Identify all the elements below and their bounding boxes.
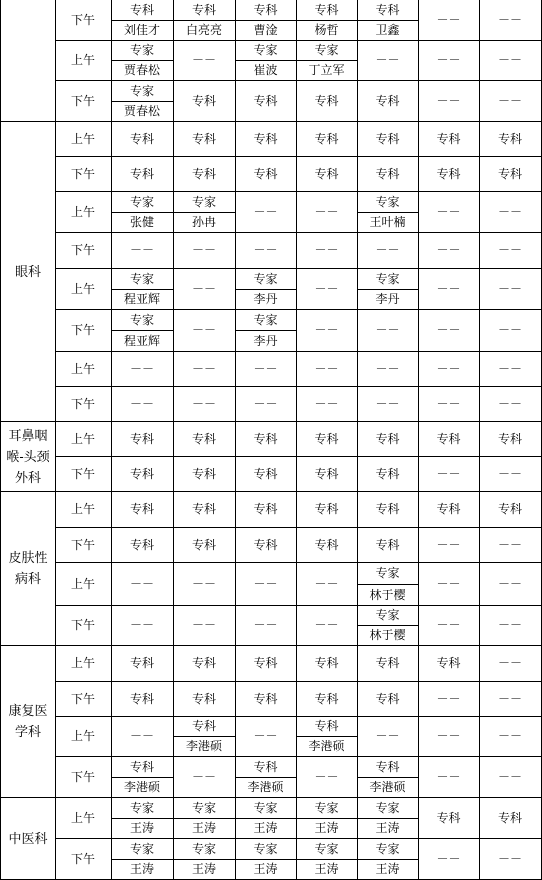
clinic-type: 专科 [436, 131, 461, 146]
clinic-type: 专科 [191, 3, 216, 17]
empty-slot: －－ [436, 729, 461, 743]
doctor-name: 孙冉 [191, 215, 216, 229]
period-label: 上午 [70, 729, 95, 743]
empty-slot: －－ [314, 618, 339, 632]
clinic-type: 专科 [436, 656, 461, 670]
empty-slot: －－ [191, 53, 216, 67]
empty-slot: －－ [191, 618, 216, 632]
doctor-name: 曹淦 [253, 23, 278, 37]
clinic-type: 专家 [191, 841, 216, 856]
period-label: 上午 [70, 656, 95, 670]
cell-split-line [235, 60, 296, 61]
clinic-type: 专科 [314, 93, 339, 108]
empty-slot: －－ [497, 361, 522, 376]
empty-slot: －－ [497, 537, 522, 552]
empty-slot: －－ [436, 691, 461, 706]
period-label: 上午 [70, 131, 95, 146]
clinic-type: 专科 [129, 166, 154, 181]
doctor-name: 李丹 [375, 292, 400, 306]
clinic-type: 专科 [375, 691, 400, 706]
doctor-name: 李丹 [253, 333, 278, 348]
clinic-type: 专科 [497, 131, 522, 146]
doctor-name: 王涛 [314, 821, 339, 835]
empty-slot: －－ [497, 576, 522, 591]
empty-slot: －－ [436, 851, 461, 866]
clinic-type: 专科 [129, 131, 154, 146]
clinic-type: 专科 [129, 502, 154, 516]
row-divider [55, 268, 542, 269]
doctor-name: 李港硕 [369, 780, 406, 794]
clinic-type: 专科 [129, 3, 154, 17]
doctor-name: 刘佳才 [123, 23, 160, 37]
empty-slot: －－ [497, 466, 522, 481]
period-label: 上午 [70, 53, 95, 67]
row-divider [55, 716, 542, 717]
period-label: 下午 [70, 537, 95, 552]
empty-slot: －－ [314, 204, 339, 219]
empty-slot: －－ [191, 243, 216, 257]
empty-slot: －－ [436, 537, 461, 552]
empty-slot: －－ [436, 361, 461, 376]
clinic-type: 专家 [129, 194, 154, 209]
clinic-type: 专科 [497, 431, 522, 446]
empty-slot: －－ [436, 281, 461, 296]
period-label: 下午 [70, 691, 95, 706]
empty-slot: －－ [314, 281, 339, 296]
empty-slot: －－ [436, 53, 461, 67]
cell-split-line [111, 289, 173, 290]
period-label: 下午 [70, 323, 95, 337]
section-divider [0, 797, 542, 798]
cell-split-line [296, 818, 357, 819]
cell-split-line [111, 20, 173, 21]
cell-split-line [357, 777, 418, 778]
cell-split-line [235, 777, 296, 778]
empty-slot: －－ [497, 618, 522, 632]
empty-slot: －－ [436, 13, 461, 27]
doctor-name: 卫鑫 [375, 23, 400, 37]
clinic-type: 专科 [436, 502, 461, 516]
doctor-name: 王涛 [253, 862, 278, 876]
empty-slot: －－ [253, 361, 278, 376]
doctor-name: 王涛 [129, 821, 154, 835]
doctor-name: 李港硕 [247, 780, 284, 794]
empty-slot: －－ [436, 323, 461, 337]
empty-slot: －－ [129, 361, 154, 376]
clinic-type: 专科 [191, 466, 216, 481]
clinic-type: 专家 [129, 312, 154, 327]
period-label: 上午 [70, 810, 95, 825]
period-label: 上午 [70, 361, 95, 376]
empty-slot: －－ [497, 729, 522, 743]
clinic-type: 专科 [497, 166, 522, 181]
clinic-type: 专科 [375, 131, 400, 146]
period-label: 下午 [70, 851, 95, 866]
cell-split-line [111, 212, 173, 213]
clinic-type: 专科 [497, 810, 522, 825]
period-label: 下午 [70, 243, 95, 257]
empty-slot: －－ [375, 53, 400, 67]
doctor-name: 贾春松 [123, 63, 160, 77]
doctor-name: 李港硕 [185, 739, 222, 753]
clinic-type: 专科 [314, 537, 339, 552]
cell-split-line [235, 818, 296, 819]
doctor-name: 王涛 [375, 862, 400, 876]
empty-slot: －－ [436, 93, 461, 108]
row-divider [55, 456, 542, 457]
empty-slot: －－ [497, 243, 522, 257]
empty-slot: －－ [497, 13, 522, 27]
row-divider [55, 562, 542, 563]
doctor-name: 张健 [129, 215, 154, 229]
clinic-type: 专家 [375, 194, 400, 209]
clinic-type: 专家 [314, 800, 339, 815]
empty-slot: －－ [436, 769, 461, 784]
department-label: 康复医学科 [8, 703, 48, 739]
empty-slot: －－ [253, 396, 278, 411]
empty-slot: －－ [497, 93, 522, 108]
clinic-type: 专科 [253, 656, 278, 670]
doctor-name: 王叶楠 [369, 215, 406, 229]
clinic-type: 专科 [436, 166, 461, 181]
empty-slot: －－ [375, 396, 400, 411]
period-label: 下午 [70, 466, 95, 481]
empty-slot: －－ [497, 691, 522, 706]
period-label: 下午 [70, 13, 95, 27]
cell-split-line [235, 330, 296, 331]
clinic-type: 专科 [314, 466, 339, 481]
row-divider [55, 309, 542, 310]
doctor-name: 杨哲 [314, 23, 339, 37]
cell-split-line [111, 818, 173, 819]
cell-split-line [357, 20, 418, 21]
clinic-type: 专科 [314, 691, 339, 706]
empty-slot: －－ [436, 618, 461, 632]
empty-slot: －－ [314, 361, 339, 376]
cell-split-line [357, 584, 418, 585]
clinic-type: 专科 [253, 431, 278, 446]
department-label: 眼科 [14, 264, 41, 279]
cell-split-line [296, 20, 357, 21]
empty-slot: －－ [129, 618, 154, 632]
empty-slot: －－ [129, 576, 154, 591]
clinic-type: 专科 [314, 431, 339, 446]
clinic-type: 专科 [191, 93, 216, 108]
doctor-name: 李港硕 [123, 780, 160, 794]
empty-slot: －－ [497, 53, 522, 67]
doctor-name: 林于樱 [369, 587, 406, 602]
clinic-type: 专科 [191, 537, 216, 552]
clinic-type: 专科 [191, 431, 216, 446]
doctor-name: 丁立军 [308, 63, 345, 77]
doctor-name: 崔波 [253, 63, 278, 77]
clinic-type: 专科 [375, 166, 400, 181]
clinic-type: 专家 [253, 271, 278, 286]
clinic-type: 专科 [436, 431, 461, 446]
cell-split-line [235, 20, 296, 21]
period-label: 下午 [70, 769, 95, 784]
clinic-type: 专科 [253, 759, 278, 774]
period-label: 上午 [70, 204, 95, 219]
clinic-type: 专科 [375, 466, 400, 481]
clinic-type: 专家 [375, 566, 400, 580]
doctor-name: 程亚辉 [123, 333, 160, 348]
cell-split-line [111, 60, 173, 61]
period-label: 下午 [70, 618, 95, 632]
cell-split-line [235, 859, 296, 860]
clinic-type: 专家 [375, 800, 400, 815]
empty-slot: －－ [375, 729, 400, 743]
empty-slot: －－ [253, 576, 278, 591]
clinic-type: 专科 [253, 537, 278, 552]
period-label: 上午 [70, 281, 95, 296]
cell-split-line [173, 212, 235, 213]
row-divider [55, 838, 542, 839]
empty-slot: －－ [497, 396, 522, 411]
empty-slot: －－ [191, 769, 216, 784]
clinic-type: 专科 [253, 3, 278, 17]
clinic-type: 专科 [253, 502, 278, 516]
row-divider [55, 351, 542, 352]
doctor-name: 白亮亮 [185, 23, 222, 37]
cell-split-line [296, 60, 357, 61]
cell-split-line [173, 859, 235, 860]
clinic-type: 专科 [375, 3, 400, 17]
cell-split-line [357, 625, 418, 626]
empty-slot: －－ [314, 769, 339, 784]
doctor-name: 王涛 [314, 862, 339, 876]
cell-split-line [296, 859, 357, 860]
doctor-name: 王涛 [191, 821, 216, 835]
empty-slot: －－ [497, 851, 522, 866]
clinic-type: 专科 [253, 166, 278, 181]
empty-slot: －－ [436, 576, 461, 591]
cell-split-line [357, 859, 418, 860]
clinic-type: 专科 [253, 691, 278, 706]
empty-slot: －－ [129, 396, 154, 411]
clinic-type: 专家 [253, 43, 278, 57]
cell-split-line [357, 289, 418, 290]
cell-split-line [235, 289, 296, 290]
row-divider [55, 191, 542, 192]
clinic-type: 专科 [191, 719, 216, 733]
cell-split-line [111, 859, 173, 860]
period-label: 上午 [70, 431, 95, 446]
row-divider [55, 756, 542, 757]
clinic-type: 专科 [375, 93, 400, 108]
doctor-name: 林于樱 [369, 628, 406, 642]
clinic-type: 专家 [191, 800, 216, 815]
period-label: 上午 [70, 502, 95, 516]
clinic-type: 专科 [314, 3, 339, 17]
clinic-type: 专科 [129, 759, 154, 774]
clinic-type: 专家 [314, 43, 339, 57]
row-divider [55, 605, 542, 606]
clinic-type: 专科 [314, 502, 339, 516]
section-divider [0, 421, 542, 422]
row-divider [55, 386, 542, 387]
clinic-type: 专家 [375, 271, 400, 286]
clinic-type: 专科 [375, 656, 400, 670]
department-label: 皮肤性病科 [8, 550, 48, 586]
clinic-type: 专家 [253, 800, 278, 815]
clinic-type: 专科 [253, 466, 278, 481]
clinic-type: 专科 [129, 656, 154, 670]
clinic-type: 专科 [253, 93, 278, 108]
period-label: 下午 [70, 93, 95, 108]
empty-slot: －－ [436, 243, 461, 257]
department-label: 中医科 [8, 831, 48, 846]
clinic-type: 专科 [314, 719, 339, 733]
clinic-type: 专科 [191, 502, 216, 516]
clinic-type: 专科 [436, 810, 461, 825]
clinic-type: 专家 [314, 841, 339, 856]
clinic-type: 专科 [314, 131, 339, 146]
clinic-type: 专科 [497, 502, 522, 516]
clinic-type: 专家 [129, 43, 154, 57]
clinic-type: 专家 [129, 271, 154, 286]
doctor-name: 王涛 [129, 862, 154, 876]
department-label: 耳鼻咽喉-头颈外科 [6, 428, 50, 485]
row-divider [55, 156, 542, 157]
empty-slot: －－ [191, 281, 216, 296]
empty-slot: －－ [497, 281, 522, 296]
clinic-type: 专家 [191, 194, 216, 209]
cell-split-line [296, 736, 357, 737]
empty-slot: －－ [436, 466, 461, 481]
empty-slot: －－ [129, 243, 154, 257]
empty-slot: －－ [497, 204, 522, 219]
empty-slot: －－ [497, 769, 522, 784]
empty-slot: －－ [191, 361, 216, 376]
empty-slot: －－ [314, 243, 339, 257]
clinic-type: 专家 [129, 83, 154, 98]
clinic-type: 专科 [129, 466, 154, 481]
empty-slot: －－ [436, 396, 461, 411]
cell-split-line [173, 818, 235, 819]
clinic-type: 专科 [375, 537, 400, 552]
empty-slot: －－ [375, 243, 400, 257]
clinic-type: 专家 [129, 841, 154, 856]
empty-slot: －－ [375, 361, 400, 376]
row-divider [55, 80, 542, 81]
empty-slot: －－ [436, 204, 461, 219]
row-divider [55, 681, 542, 682]
clinic-type: 专家 [253, 312, 278, 327]
clinic-type: 专科 [129, 431, 154, 446]
section-divider [0, 491, 542, 492]
empty-slot: －－ [314, 323, 339, 337]
period-label: 下午 [70, 396, 95, 411]
doctor-name: 王涛 [191, 862, 216, 876]
clinic-type: 专科 [375, 502, 400, 516]
period-label: 上午 [70, 576, 95, 591]
cell-split-line [111, 101, 173, 102]
clinic-type: 专科 [314, 656, 339, 670]
empty-slot: －－ [191, 576, 216, 591]
cell-split-line [111, 330, 173, 331]
cell-split-line [357, 212, 418, 213]
doctor-name: 李港硕 [308, 739, 345, 753]
empty-slot: －－ [314, 396, 339, 411]
clinic-type: 专科 [129, 537, 154, 552]
doctor-name: 贾春松 [123, 104, 160, 118]
clinic-type: 专家 [375, 608, 400, 622]
empty-slot: －－ [497, 323, 522, 337]
empty-slot: －－ [497, 656, 522, 670]
clinic-type: 专科 [314, 166, 339, 181]
empty-slot: －－ [375, 323, 400, 337]
doctor-name: 王涛 [253, 821, 278, 835]
clinic-type: 专科 [191, 166, 216, 181]
doctor-name: 程亚辉 [123, 292, 160, 306]
row-divider [55, 40, 542, 41]
row-divider [55, 232, 542, 233]
doctor-name: 王涛 [375, 821, 400, 835]
section-divider [0, 645, 542, 646]
row-divider [55, 527, 542, 528]
clinic-type: 专家 [253, 841, 278, 856]
clinic-type: 专科 [253, 131, 278, 146]
cell-split-line [111, 777, 173, 778]
clinic-type: 专科 [191, 691, 216, 706]
clinic-type: 专科 [375, 431, 400, 446]
empty-slot: －－ [253, 729, 278, 743]
empty-slot: －－ [191, 323, 216, 337]
empty-slot: －－ [253, 618, 278, 632]
clinic-type: 专科 [191, 656, 216, 670]
clinic-type: 专科 [191, 131, 216, 146]
section-divider [0, 121, 542, 122]
doctor-name: 李丹 [253, 292, 278, 306]
period-label: 下午 [70, 166, 95, 181]
clinic-type: 专科 [129, 691, 154, 706]
cell-split-line [173, 736, 235, 737]
clinic-type: 专家 [375, 841, 400, 856]
clinic-type: 专家 [129, 800, 154, 815]
empty-slot: －－ [314, 576, 339, 591]
cell-split-line [173, 20, 235, 21]
empty-slot: －－ [129, 729, 154, 743]
empty-slot: －－ [191, 396, 216, 411]
empty-slot: －－ [253, 243, 278, 257]
empty-slot: －－ [253, 204, 278, 219]
clinic-type: 专科 [375, 759, 400, 774]
cell-split-line [357, 818, 418, 819]
